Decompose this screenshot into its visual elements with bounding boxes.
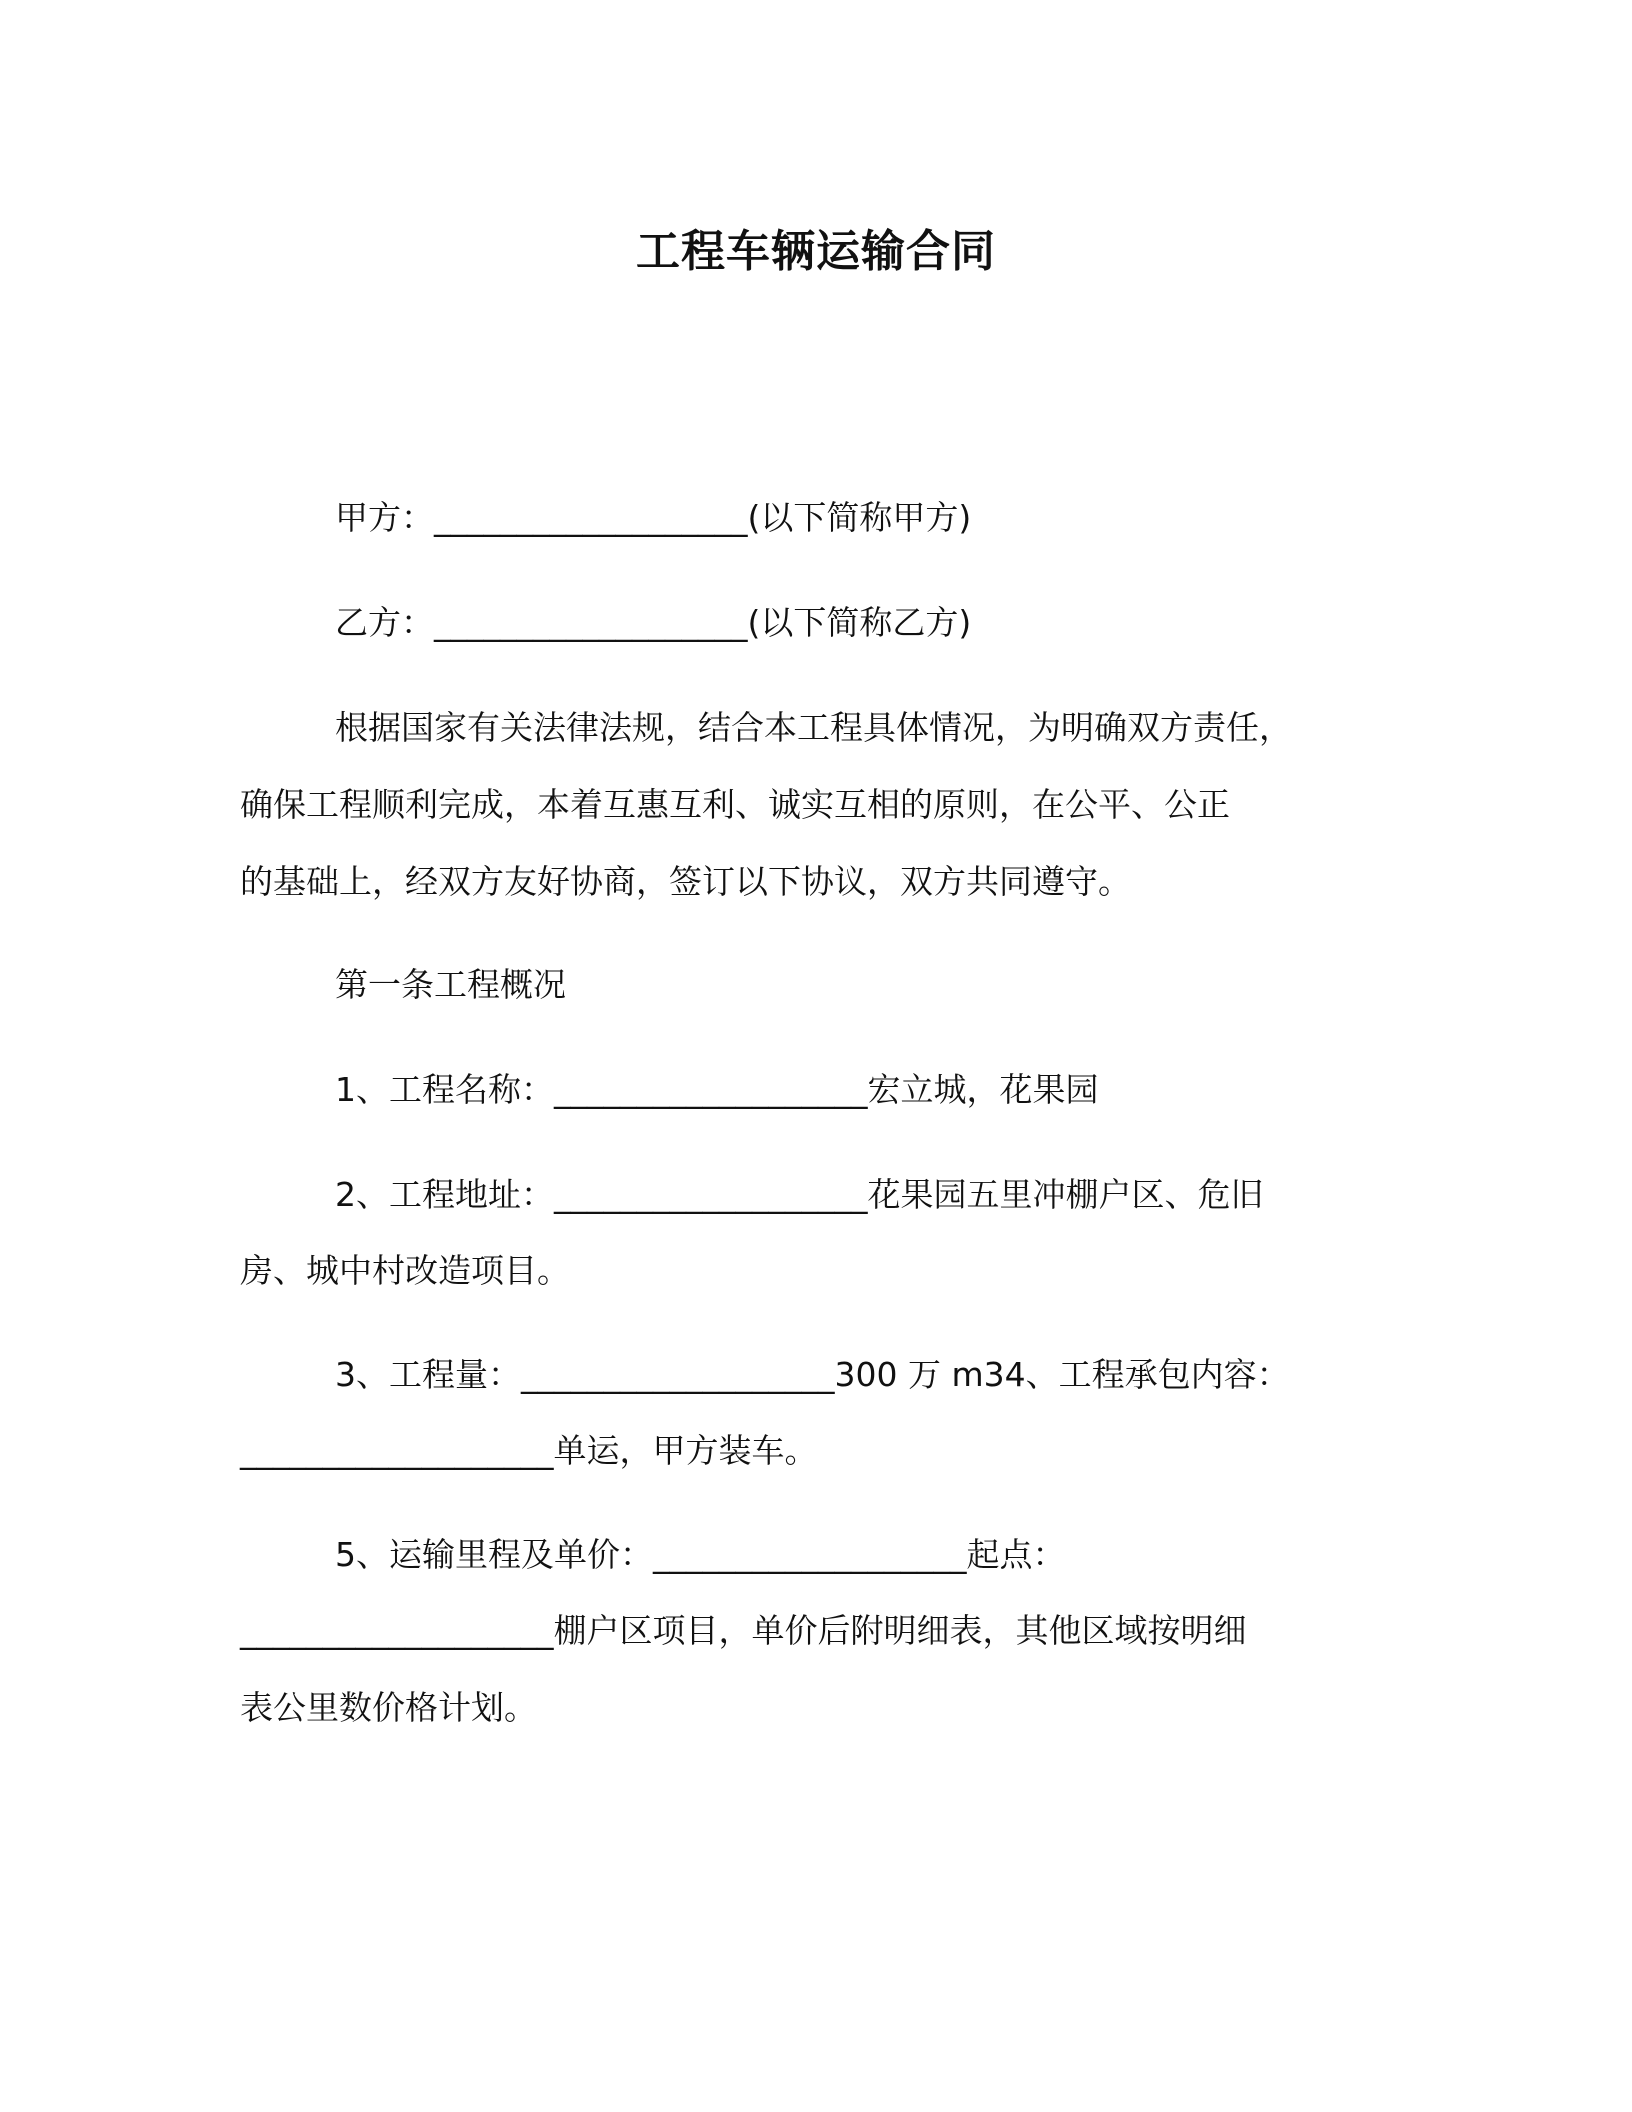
mileage-price-line-2: ___________________棚户区项目，单价后附明细表，其他区域按明细 — [240, 1611, 1247, 1650]
mileage-price-line-1: 5、运输里程及单价：___________________起点： — [335, 1535, 1066, 1574]
project-quantity-line-1: 3、工程量：___________________300 万 m34、工程承包内容： — [335, 1355, 1290, 1394]
mileage-price-line-3: 表公里数价格计划。 — [240, 1688, 537, 1727]
party-a-line: 甲方：___________________(以下简称甲方) — [335, 498, 972, 537]
preamble-line-1: 根据国家有关法律法规，结合本工程具体情况，为明确双方责任， — [335, 708, 1292, 747]
document-title: 工程车辆运输合同 — [636, 226, 996, 277]
project-quantity-line-2: ___________________单运，甲方装车。 — [240, 1431, 818, 1470]
project-address-line-2: 房、城中村改造项目。 — [240, 1251, 570, 1290]
preamble-line-3: 的基础上，经双方友好协商，签订以下协议，双方共同遵守。 — [240, 862, 1131, 901]
project-name-line: 1、工程名称：___________________宏立城，花果园 — [335, 1070, 1099, 1109]
article-one-heading: 第一条工程概况 — [335, 965, 566, 1004]
project-address-line-1: 2、工程地址：___________________花果园五里冲棚户区、危旧 — [335, 1175, 1264, 1214]
preamble-line-2: 确保工程顺利完成，本着互惠互利、诚实互相的原则，在公平、公正 — [240, 785, 1230, 824]
party-b-line: 乙方：___________________(以下简称乙方) — [335, 603, 972, 642]
